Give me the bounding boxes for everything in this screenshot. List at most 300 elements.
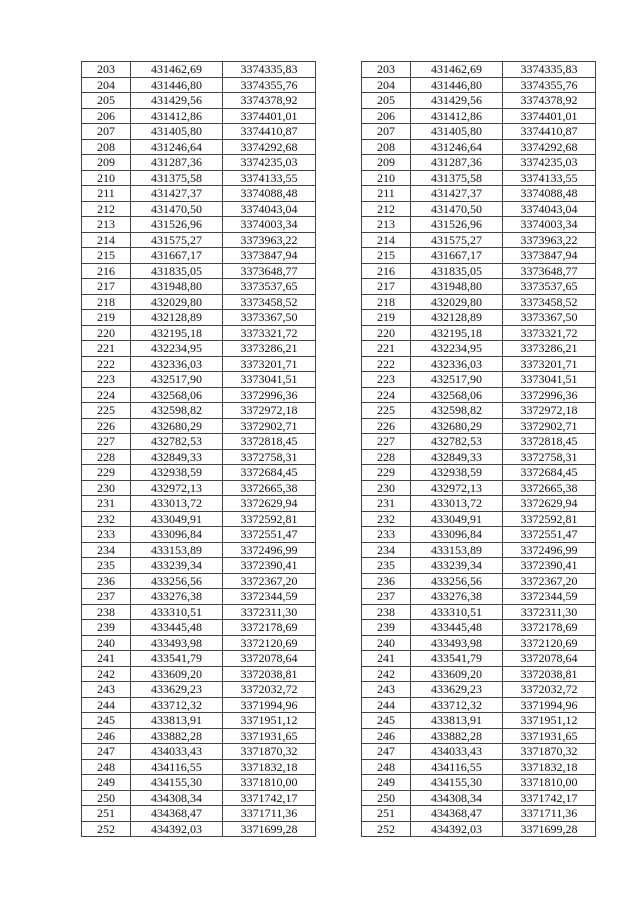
right-y-coordinate-cell: 3372665,38 (503, 480, 596, 496)
right-y-coordinate-cell: 3372078,64 (503, 651, 596, 667)
right-x-coordinate-cell: 434368,47 (411, 806, 503, 822)
gap-cell (316, 248, 362, 264)
right-y-coordinate-cell: 3374355,76 (503, 77, 596, 93)
left-x-coordinate-cell: 431405,80 (131, 124, 223, 140)
table-row (82, 62, 596, 78)
left-point-number-cell: 233 (82, 527, 131, 543)
right-point-number-cell: 250 (362, 790, 411, 806)
right-x-coordinate-cell: 434033,43 (411, 744, 503, 760)
right-point-number-cell: 222 (362, 356, 411, 372)
right-point-number-cell: 215 (362, 248, 411, 264)
left-x-coordinate-cell: 433239,34 (131, 558, 223, 574)
left-y-coordinate-cell: 3373537,65 (223, 279, 316, 295)
table-row (82, 620, 596, 636)
right-y-coordinate-cell: 3372684,45 (503, 465, 596, 481)
right-point-number-cell: 229 (362, 465, 411, 481)
left-x-coordinate-cell: 433310,51 (131, 604, 223, 620)
left-point-number-cell: 244 (82, 697, 131, 713)
gap-cell (316, 589, 362, 605)
table-row (82, 465, 596, 481)
right-y-coordinate-cell: 3372367,20 (503, 573, 596, 589)
coordinates-table-body (82, 62, 596, 837)
table-row (82, 604, 596, 620)
left-y-coordinate-cell: 3372496,99 (223, 542, 316, 558)
right-x-coordinate-cell: 431575,27 (411, 232, 503, 248)
table-row (82, 356, 596, 372)
right-y-coordinate-cell: 3374335,83 (503, 62, 596, 78)
right-x-coordinate-cell: 431375,58 (411, 170, 503, 186)
left-x-coordinate-cell: 431446,80 (131, 77, 223, 93)
left-x-coordinate-cell: 431287,36 (131, 155, 223, 171)
gap-cell (316, 325, 362, 341)
gap-cell (316, 821, 362, 837)
right-x-coordinate-cell: 433096,84 (411, 527, 503, 543)
left-x-coordinate-cell: 433629,23 (131, 682, 223, 698)
right-x-coordinate-cell: 432849,33 (411, 449, 503, 465)
left-y-coordinate-cell: 3373286,21 (223, 341, 316, 357)
gap-cell (316, 682, 362, 698)
left-x-coordinate-cell: 431427,37 (131, 186, 223, 202)
right-point-number-cell: 239 (362, 620, 411, 636)
left-x-coordinate-cell: 431470,50 (131, 201, 223, 217)
table-row (82, 170, 596, 186)
left-y-coordinate-cell: 3372120,69 (223, 635, 316, 651)
left-x-coordinate-cell: 433256,56 (131, 573, 223, 589)
left-point-number-cell: 222 (82, 356, 131, 372)
right-point-number-cell: 230 (362, 480, 411, 496)
right-y-coordinate-cell: 3372629,94 (503, 496, 596, 512)
right-x-coordinate-cell: 432128,89 (411, 310, 503, 326)
right-point-number-cell: 251 (362, 806, 411, 822)
gap-cell (316, 418, 362, 434)
right-point-number-cell: 211 (362, 186, 411, 202)
left-y-coordinate-cell: 3374133,55 (223, 170, 316, 186)
table-row (82, 449, 596, 465)
gap-cell (316, 387, 362, 403)
left-y-coordinate-cell: 3374335,83 (223, 62, 316, 78)
gap-cell (316, 372, 362, 388)
left-y-coordinate-cell: 3372038,81 (223, 666, 316, 682)
left-point-number-cell: 234 (82, 542, 131, 558)
gap-cell (316, 713, 362, 729)
left-point-number-cell: 208 (82, 139, 131, 155)
right-point-number-cell: 247 (362, 744, 411, 760)
right-point-number-cell: 231 (362, 496, 411, 512)
left-point-number-cell: 221 (82, 341, 131, 357)
table-row (82, 713, 596, 729)
table-row (82, 651, 596, 667)
left-x-coordinate-cell: 433445,48 (131, 620, 223, 636)
right-x-coordinate-cell: 433049,91 (411, 511, 503, 527)
right-point-number-cell: 236 (362, 573, 411, 589)
gap-cell (316, 666, 362, 682)
left-x-coordinate-cell: 431948,80 (131, 279, 223, 295)
left-x-coordinate-cell: 431575,27 (131, 232, 223, 248)
gap-cell (316, 511, 362, 527)
table-row (82, 496, 596, 512)
right-y-coordinate-cell: 3372592,81 (503, 511, 596, 527)
right-x-coordinate-cell: 432195,18 (411, 325, 503, 341)
right-point-number-cell: 242 (362, 666, 411, 682)
left-y-coordinate-cell: 3373458,52 (223, 294, 316, 310)
right-point-number-cell: 238 (362, 604, 411, 620)
table-row (82, 790, 596, 806)
right-y-coordinate-cell: 3371870,32 (503, 744, 596, 760)
left-y-coordinate-cell: 3372551,47 (223, 527, 316, 543)
right-point-number-cell: 232 (362, 511, 411, 527)
gap-cell (316, 480, 362, 496)
gap-cell (316, 155, 362, 171)
right-x-coordinate-cell: 433882,28 (411, 728, 503, 744)
gap-cell (316, 310, 362, 326)
right-y-coordinate-cell: 3373537,65 (503, 279, 596, 295)
left-y-coordinate-cell: 3374355,76 (223, 77, 316, 93)
right-point-number-cell: 210 (362, 170, 411, 186)
left-y-coordinate-cell: 3374043,04 (223, 201, 316, 217)
gap-cell (316, 170, 362, 186)
table-row (82, 232, 596, 248)
left-y-coordinate-cell: 3374088,48 (223, 186, 316, 202)
left-x-coordinate-cell: 434155,30 (131, 775, 223, 791)
left-y-coordinate-cell: 3372684,45 (223, 465, 316, 481)
table-row (82, 201, 596, 217)
right-x-coordinate-cell: 433629,23 (411, 682, 503, 698)
right-x-coordinate-cell: 433256,56 (411, 573, 503, 589)
right-y-coordinate-cell: 3374043,04 (503, 201, 596, 217)
table-row (82, 108, 596, 124)
right-x-coordinate-cell: 432680,29 (411, 418, 503, 434)
left-x-coordinate-cell: 432195,18 (131, 325, 223, 341)
left-point-number-cell: 227 (82, 434, 131, 450)
left-point-number-cell: 209 (82, 155, 131, 171)
left-point-number-cell: 213 (82, 217, 131, 233)
right-y-coordinate-cell: 3373321,72 (503, 325, 596, 341)
left-point-number-cell: 203 (82, 62, 131, 78)
gap-cell (316, 93, 362, 109)
right-point-number-cell: 209 (362, 155, 411, 171)
gap-cell (316, 620, 362, 636)
table-row (82, 511, 596, 527)
right-x-coordinate-cell: 433239,34 (411, 558, 503, 574)
left-y-coordinate-cell: 3373367,50 (223, 310, 316, 326)
left-x-coordinate-cell: 432517,90 (131, 372, 223, 388)
gap-cell (316, 496, 362, 512)
gap-cell (316, 728, 362, 744)
left-x-coordinate-cell: 433153,89 (131, 542, 223, 558)
right-point-number-cell: 234 (362, 542, 411, 558)
left-y-coordinate-cell: 3373041,51 (223, 372, 316, 388)
gap-cell (316, 279, 362, 295)
left-point-number-cell: 236 (82, 573, 131, 589)
gap-cell (316, 775, 362, 791)
right-y-coordinate-cell: 3372972,18 (503, 403, 596, 419)
left-x-coordinate-cell: 433541,79 (131, 651, 223, 667)
right-x-coordinate-cell: 431446,80 (411, 77, 503, 93)
left-x-coordinate-cell: 433712,32 (131, 697, 223, 713)
left-point-number-cell: 210 (82, 170, 131, 186)
table-row (82, 558, 596, 574)
left-y-coordinate-cell: 3373321,72 (223, 325, 316, 341)
gap-cell (316, 759, 362, 775)
right-y-coordinate-cell: 3373286,21 (503, 341, 596, 357)
gap-cell (316, 263, 362, 279)
left-point-number-cell: 214 (82, 232, 131, 248)
right-y-coordinate-cell: 3372818,45 (503, 434, 596, 450)
right-point-number-cell: 228 (362, 449, 411, 465)
gap-cell (316, 558, 362, 574)
right-y-coordinate-cell: 3374088,48 (503, 186, 596, 202)
right-point-number-cell: 204 (362, 77, 411, 93)
right-x-coordinate-cell: 432568,06 (411, 387, 503, 403)
right-x-coordinate-cell: 432336,03 (411, 356, 503, 372)
left-point-number-cell: 204 (82, 77, 131, 93)
left-point-number-cell: 237 (82, 589, 131, 605)
table-row (82, 217, 596, 233)
gap-cell (316, 635, 362, 651)
left-point-number-cell: 232 (82, 511, 131, 527)
right-x-coordinate-cell: 433609,20 (411, 666, 503, 682)
table-row (82, 589, 596, 605)
right-point-number-cell: 205 (362, 93, 411, 109)
left-y-coordinate-cell: 3372996,36 (223, 387, 316, 403)
right-x-coordinate-cell: 432972,13 (411, 480, 503, 496)
table-row (82, 759, 596, 775)
gap-cell (316, 139, 362, 155)
right-x-coordinate-cell: 431429,56 (411, 93, 503, 109)
table-row (82, 263, 596, 279)
left-x-coordinate-cell: 432336,03 (131, 356, 223, 372)
right-point-number-cell: 221 (362, 341, 411, 357)
right-point-number-cell: 219 (362, 310, 411, 326)
left-x-coordinate-cell: 431835,05 (131, 263, 223, 279)
right-point-number-cell: 249 (362, 775, 411, 791)
right-point-number-cell: 233 (362, 527, 411, 543)
left-y-coordinate-cell: 3373648,77 (223, 263, 316, 279)
gap-cell (316, 744, 362, 760)
gap-cell (316, 108, 362, 124)
right-y-coordinate-cell: 3374133,55 (503, 170, 596, 186)
left-x-coordinate-cell: 432938,59 (131, 465, 223, 481)
right-y-coordinate-cell: 3372496,99 (503, 542, 596, 558)
gap-cell (316, 449, 362, 465)
left-point-number-cell: 248 (82, 759, 131, 775)
left-point-number-cell: 218 (82, 294, 131, 310)
left-y-coordinate-cell: 3371951,12 (223, 713, 316, 729)
left-x-coordinate-cell: 432128,89 (131, 310, 223, 326)
right-y-coordinate-cell: 3371832,18 (503, 759, 596, 775)
table-row (82, 77, 596, 93)
left-y-coordinate-cell: 3372078,64 (223, 651, 316, 667)
table-row (82, 310, 596, 326)
right-x-coordinate-cell: 433276,38 (411, 589, 503, 605)
left-y-coordinate-cell: 3374401,01 (223, 108, 316, 124)
right-x-coordinate-cell: 434308,34 (411, 790, 503, 806)
left-y-coordinate-cell: 3372758,31 (223, 449, 316, 465)
table-row (82, 775, 596, 791)
right-y-coordinate-cell: 3373847,94 (503, 248, 596, 264)
left-y-coordinate-cell: 3372390,41 (223, 558, 316, 574)
table-row (82, 480, 596, 496)
right-y-coordinate-cell: 3372038,81 (503, 666, 596, 682)
table-row (82, 434, 596, 450)
right-point-number-cell: 223 (362, 372, 411, 388)
right-point-number-cell: 206 (362, 108, 411, 124)
right-y-coordinate-cell: 3372996,36 (503, 387, 596, 403)
left-point-number-cell: 238 (82, 604, 131, 620)
left-y-coordinate-cell: 3374003,34 (223, 217, 316, 233)
table-row (82, 186, 596, 202)
left-x-coordinate-cell: 433493,98 (131, 635, 223, 651)
right-point-number-cell: 240 (362, 635, 411, 651)
right-point-number-cell: 218 (362, 294, 411, 310)
left-x-coordinate-cell: 433013,72 (131, 496, 223, 512)
table-row (82, 387, 596, 403)
right-y-coordinate-cell: 3373648,77 (503, 263, 596, 279)
right-x-coordinate-cell: 433445,48 (411, 620, 503, 636)
right-point-number-cell: 214 (362, 232, 411, 248)
right-x-coordinate-cell: 431405,80 (411, 124, 503, 140)
left-x-coordinate-cell: 433882,28 (131, 728, 223, 744)
right-x-coordinate-cell: 432782,53 (411, 434, 503, 450)
right-x-coordinate-cell: 432938,59 (411, 465, 503, 481)
gap-cell (316, 356, 362, 372)
right-point-number-cell: 207 (362, 124, 411, 140)
right-x-coordinate-cell: 434155,30 (411, 775, 503, 791)
table-row (82, 248, 596, 264)
left-x-coordinate-cell: 432568,06 (131, 387, 223, 403)
left-y-coordinate-cell: 3372592,81 (223, 511, 316, 527)
left-y-coordinate-cell: 3374292,68 (223, 139, 316, 155)
left-point-number-cell: 235 (82, 558, 131, 574)
right-x-coordinate-cell: 433310,51 (411, 604, 503, 620)
right-x-coordinate-cell: 432029,80 (411, 294, 503, 310)
right-x-coordinate-cell: 431246,64 (411, 139, 503, 155)
left-point-number-cell: 252 (82, 821, 131, 837)
right-x-coordinate-cell: 431470,50 (411, 201, 503, 217)
left-y-coordinate-cell: 3374235,03 (223, 155, 316, 171)
left-y-coordinate-cell: 3371810,00 (223, 775, 316, 791)
left-y-coordinate-cell: 3373201,71 (223, 356, 316, 372)
gap-cell (316, 527, 362, 543)
left-x-coordinate-cell: 431667,17 (131, 248, 223, 264)
table-row (82, 635, 596, 651)
left-point-number-cell: 251 (82, 806, 131, 822)
left-x-coordinate-cell: 432680,29 (131, 418, 223, 434)
left-y-coordinate-cell: 3371931,65 (223, 728, 316, 744)
gap-cell (316, 62, 362, 78)
right-point-number-cell: 241 (362, 651, 411, 667)
gap-cell (316, 790, 362, 806)
table-row (82, 403, 596, 419)
right-point-number-cell: 235 (362, 558, 411, 574)
left-y-coordinate-cell: 3373963,22 (223, 232, 316, 248)
left-point-number-cell: 224 (82, 387, 131, 403)
table-row (82, 341, 596, 357)
left-y-coordinate-cell: 3373847,94 (223, 248, 316, 264)
table-row (82, 821, 596, 837)
coordinates-table (81, 61, 596, 837)
left-point-number-cell: 212 (82, 201, 131, 217)
left-y-coordinate-cell: 3374378,92 (223, 93, 316, 109)
right-y-coordinate-cell: 3372120,69 (503, 635, 596, 651)
right-x-coordinate-cell: 431287,36 (411, 155, 503, 171)
left-x-coordinate-cell: 432598,82 (131, 403, 223, 419)
right-x-coordinate-cell: 431948,80 (411, 279, 503, 295)
left-y-coordinate-cell: 3371832,18 (223, 759, 316, 775)
left-point-number-cell: 243 (82, 682, 131, 698)
right-x-coordinate-cell: 433493,98 (411, 635, 503, 651)
right-y-coordinate-cell: 3374292,68 (503, 139, 596, 155)
table-row (82, 666, 596, 682)
right-y-coordinate-cell: 3372178,69 (503, 620, 596, 636)
left-x-coordinate-cell: 431462,69 (131, 62, 223, 78)
table-row (82, 279, 596, 295)
right-point-number-cell: 225 (362, 403, 411, 419)
left-point-number-cell: 249 (82, 775, 131, 791)
left-y-coordinate-cell: 3371699,28 (223, 821, 316, 837)
table-row (82, 418, 596, 434)
left-y-coordinate-cell: 3371711,36 (223, 806, 316, 822)
right-y-coordinate-cell: 3374378,92 (503, 93, 596, 109)
right-y-coordinate-cell: 3371951,12 (503, 713, 596, 729)
left-x-coordinate-cell: 433813,91 (131, 713, 223, 729)
left-y-coordinate-cell: 3372367,20 (223, 573, 316, 589)
gap-cell (316, 806, 362, 822)
right-x-coordinate-cell: 432517,90 (411, 372, 503, 388)
right-y-coordinate-cell: 3374401,01 (503, 108, 596, 124)
right-point-number-cell: 213 (362, 217, 411, 233)
left-y-coordinate-cell: 3372311,30 (223, 604, 316, 620)
left-y-coordinate-cell: 3372665,38 (223, 480, 316, 496)
left-point-number-cell: 205 (82, 93, 131, 109)
table-row (82, 325, 596, 341)
table-row (82, 372, 596, 388)
right-point-number-cell: 226 (362, 418, 411, 434)
left-x-coordinate-cell: 431412,86 (131, 108, 223, 124)
right-x-coordinate-cell: 431427,37 (411, 186, 503, 202)
right-y-coordinate-cell: 3373963,22 (503, 232, 596, 248)
left-point-number-cell: 246 (82, 728, 131, 744)
right-point-number-cell: 203 (362, 62, 411, 78)
table-row (82, 728, 596, 744)
right-point-number-cell: 216 (362, 263, 411, 279)
left-x-coordinate-cell: 432234,95 (131, 341, 223, 357)
right-y-coordinate-cell: 3371810,00 (503, 775, 596, 791)
right-y-coordinate-cell: 3373458,52 (503, 294, 596, 310)
left-point-number-cell: 231 (82, 496, 131, 512)
left-x-coordinate-cell: 434368,47 (131, 806, 223, 822)
left-x-coordinate-cell: 432782,53 (131, 434, 223, 450)
right-y-coordinate-cell: 3374003,34 (503, 217, 596, 233)
left-x-coordinate-cell: 433609,20 (131, 666, 223, 682)
left-point-number-cell: 219 (82, 310, 131, 326)
left-x-coordinate-cell: 434308,34 (131, 790, 223, 806)
left-y-coordinate-cell: 3372902,71 (223, 418, 316, 434)
right-point-number-cell: 224 (362, 387, 411, 403)
right-x-coordinate-cell: 431412,86 (411, 108, 503, 124)
left-point-number-cell: 242 (82, 666, 131, 682)
right-y-coordinate-cell: 3372390,41 (503, 558, 596, 574)
left-point-number-cell: 241 (82, 651, 131, 667)
right-y-coordinate-cell: 3371711,36 (503, 806, 596, 822)
left-x-coordinate-cell: 433049,91 (131, 511, 223, 527)
right-y-coordinate-cell: 3374235,03 (503, 155, 596, 171)
gap-cell (316, 217, 362, 233)
right-y-coordinate-cell: 3371931,65 (503, 728, 596, 744)
gap-cell (316, 341, 362, 357)
table-row (82, 139, 596, 155)
gap-cell (316, 434, 362, 450)
